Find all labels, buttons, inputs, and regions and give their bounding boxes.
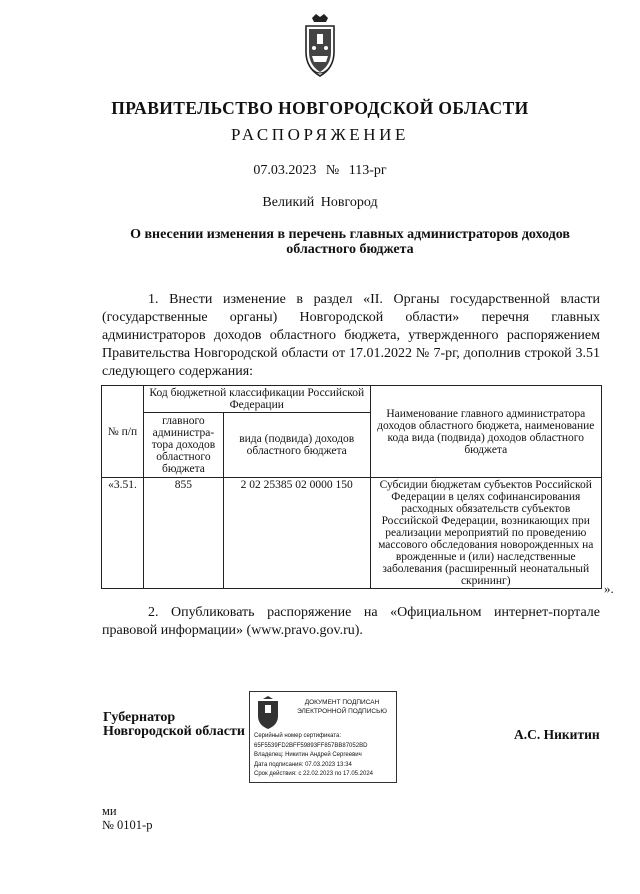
row-name: Субсидии бюджетам субъектов Российской Федерации в целях софинансирования расходных обязательств субъектов Российской Федерации, возникающих при реализации мероприятий по проведению массового обследования новорожденных на врожденные и (или) наследственные заболевания (расширенный неонатальный скрининг): [370, 478, 601, 589]
row-admin-code: 855: [143, 478, 223, 589]
footer: [102, 804, 152, 832]
government-title: ПРАВИТЕЛЬСТВО НОВГОРОДСКОЙ ОБЛАСТИ: [111, 98, 529, 118]
cert-label: Серийный номер сертификата:: [254, 733, 342, 739]
row-kind-code: 2 02 25385 02 0000 150: [223, 478, 370, 589]
executor-initials: ми: [102, 804, 117, 818]
document-number: 113-рг: [348, 163, 387, 178]
document-type: РАСПОРЯЖЕНИЕ: [230, 125, 410, 144]
cert-serial: 65F5539FD2BFF59893FF857BB87052BD: [254, 742, 368, 749]
signature-crest-icon: [255, 696, 281, 730]
document-subject: О внесении изменения в перечень главных администраторов доходов областного бюджета: [130, 227, 570, 257]
header-name: Наименование главного администратора доходов областного бюджета, наименование кода вида (подвида) доходов областного бюджета: [370, 386, 601, 478]
stamp-title-line-2: ЭЛЕКТРОННОЙ ПОДПИСЬЮ: [297, 708, 387, 715]
closing-quote: ».: [604, 581, 614, 596]
certificate-details: [254, 732, 394, 780]
stamp-title-line-1: ДОКУМЕНТ ПОДПИСАН: [304, 699, 380, 706]
header-admin: главного администра-тора доходов областного бюджета: [143, 413, 223, 478]
cert-validity: Срок действия: с 22.02.2023 по 17.05.2024: [254, 771, 374, 777]
coat-of-arms-icon: [300, 12, 340, 82]
cert-signed-date: Дата подписания: 07.03.2023 13:34: [254, 761, 352, 768]
budget-code-table: [101, 385, 602, 589]
electronic-signature-stamp: [249, 691, 397, 783]
position-line-1: Губернатор: [103, 710, 176, 725]
document-date: 07.03.2023: [253, 163, 317, 178]
cert-owner: Владелец: Никитин Андрей Сергеевич: [254, 752, 362, 758]
header-kind: вида (подвида) доходов областного бюджета: [223, 413, 370, 478]
stamp-title: [288, 698, 396, 716]
signatory-name: А.С. Никитин: [514, 727, 600, 742]
paragraph-1: 1. Внести изменение в раздел «II. Органы государственной власти (государственные органы) Новгородской области» перечня главных администраторов доходов областного бюджета, утвержденного распоряжением Правительства Новгородской области от 17.01.2022 № 7-рг, дополнив строкой 3.51 следующего содержания:: [102, 292, 600, 379]
position-line-2: Новгородской области: [103, 724, 245, 739]
number-sign: №: [325, 163, 340, 178]
paragraph-2: 2. Опубликовать распоряжение на «Официальном интернет-портале правовой информации» (www.pravo.gov.ru).: [102, 605, 600, 638]
header-code-group: Код бюджетной классификации Российской Федерации: [143, 386, 370, 413]
registration-number: № 0101-р: [102, 818, 153, 832]
signatory-position: [103, 711, 245, 739]
date-number-line: [0, 163, 640, 179]
row-num: «3.51.: [102, 478, 144, 589]
header-num: № п/п: [102, 386, 144, 478]
city: Великий Новгород: [262, 195, 378, 210]
